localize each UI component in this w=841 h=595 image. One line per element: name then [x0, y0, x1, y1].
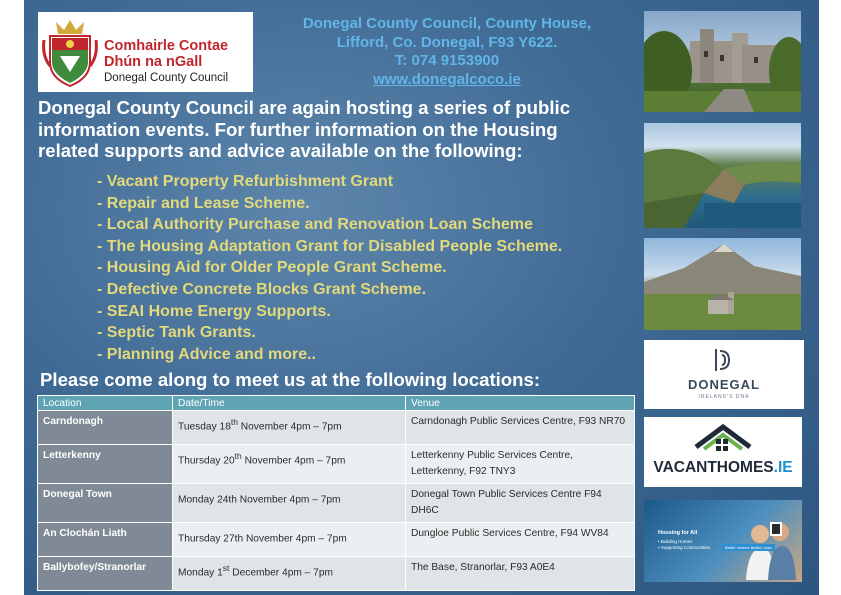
support-item: - The Housing Adaptation Grant for Disabled People Scheme.: [97, 237, 563, 255]
row-date-time: Tuesday 18th November 4pm – 7pm: [173, 411, 406, 445]
locations-table: [37, 395, 635, 591]
support-item: - Defective Concrete Blocks Grant Scheme.: [97, 280, 427, 298]
intro-text: [38, 97, 638, 162]
support-item: - SEAI Home Energy Supports.: [97, 302, 331, 320]
council-address: [262, 15, 632, 89]
table-header-row: [38, 396, 635, 411]
address-line2: Lifford, Co. Donegal, F93 Y622.: [336, 33, 558, 51]
support-item: - Local Authority Purchase and Renovation Loan Scheme: [97, 216, 533, 234]
header-location: Location: [38, 396, 173, 411]
council-logo: [38, 12, 253, 92]
support-item: - Vacant Property Refurbishment Grant: [97, 173, 394, 190]
header-venue: Venue: [406, 396, 635, 411]
table-row: [38, 523, 635, 557]
donegal-wordmark: DONEGAL: [688, 377, 760, 392]
support-item: - Housing Aid for Older People Grant Scheme.: [97, 259, 447, 277]
support-item: - Septic Tank Grants.: [97, 324, 256, 342]
row-date-time: Thursday 27th November 4pm – 7pm: [173, 523, 406, 557]
row-date-time: Thursday 20th November 4pm – 7pm: [173, 445, 406, 484]
row-venue: Letterkenny Public Services Centre, Letterkenny, F92 TNY3: [406, 445, 635, 484]
logo-irish-line1: Comhairle Contae: [104, 38, 229, 54]
website-link[interactable]: www.donegalcoco.ie: [373, 70, 521, 88]
hfa-tag: Better Homes Better Lives: [722, 544, 775, 551]
row-venue: The Base, Stranorlar, F93 A0E4: [406, 557, 635, 591]
housing-for-all-banner: [644, 500, 802, 582]
table-row: [38, 445, 635, 484]
hfa-title: Housing for All: [658, 530, 698, 536]
row-date-time: Monday 24th November 4pm – 7pm: [173, 484, 406, 523]
vacant-homes-wordmark: VACANTHOMES.IE: [653, 459, 793, 476]
council-crest-icon: [42, 16, 98, 88]
table-row: [38, 557, 635, 591]
donegal-dna-icon: [713, 347, 735, 373]
hfa-line2: • Supporting Communities: [658, 545, 711, 550]
hfa-line1: • Building Homes: [658, 539, 693, 544]
row-venue: Dungloe Public Services Centre, F94 WV84: [406, 523, 635, 557]
intro-line2: information events. For further information on the Housing: [38, 118, 558, 140]
table-row: [38, 411, 635, 445]
vacant-homes-logo: [644, 417, 802, 487]
donegal-brand-logo: [644, 340, 804, 409]
support-item: - Repair and Lease Scheme.: [97, 194, 310, 212]
intro-line1: Donegal County Council are again hosting a series of public: [38, 97, 571, 118]
row-venue: Carndonagh Public Services Centre, F93 NR70: [406, 411, 635, 445]
castle-photo: [644, 11, 801, 112]
sea-cliffs-photo: [644, 123, 801, 228]
logo-irish-line2: Dhún na nGall: [104, 54, 203, 70]
row-location: Ballybofey/Stranorlar: [38, 557, 173, 591]
supports-list: [97, 171, 562, 365]
address-line1: Donegal County Council, County House,: [302, 15, 592, 32]
row-location: An Clochán Liath: [38, 523, 173, 557]
meet-heading: Please come along to meet us at the following locations:: [40, 369, 541, 390]
row-location: Donegal Town: [38, 484, 173, 523]
mountain-church-photo: [644, 238, 801, 330]
row-location: Carndonagh: [38, 411, 173, 445]
table-row: [38, 484, 635, 523]
logo-english-name: Donegal County Council: [104, 72, 229, 84]
row-venue: Donegal Town Public Services Centre F94 DH6C: [406, 484, 635, 523]
row-date-time: Monday 1st December 4pm – 7pm: [173, 557, 406, 591]
donegal-tagline: IRELAND'S DNA: [698, 394, 750, 400]
house-roof-icon: [692, 423, 754, 457]
support-item: - Planning Advice and more..: [97, 345, 316, 363]
row-location: Letterkenny: [38, 445, 173, 484]
header-date-time: Date/Time: [173, 396, 406, 411]
phone-number: T: 074 9153900: [394, 52, 500, 69]
intro-line3: related supports and advice available on the following:: [38, 140, 523, 161]
